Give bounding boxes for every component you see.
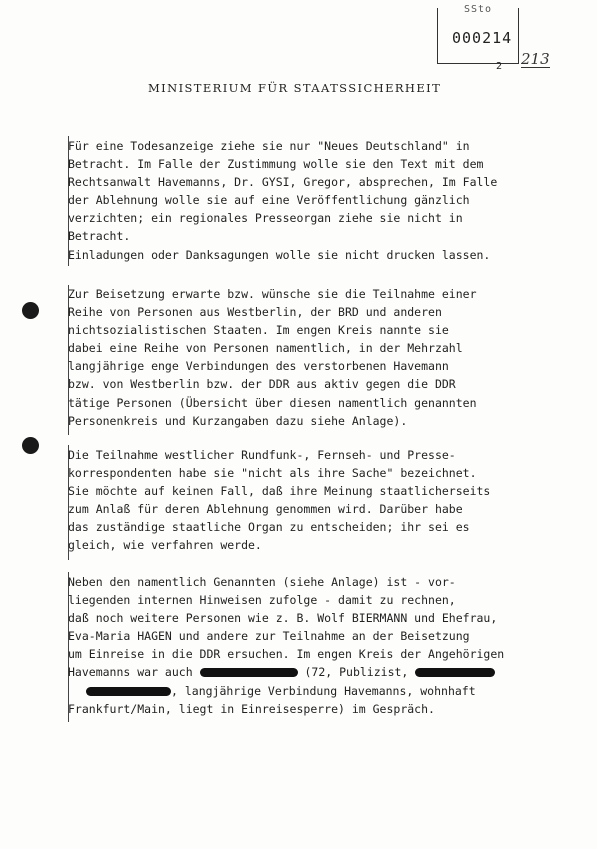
ministry-header: MINISTERIUM FÜR STAATSSICHERHEIT (148, 81, 442, 95)
text-line: Für eine Todesanzeige ziehe sie nur "Neues Deutschland" in (68, 139, 470, 153)
text-line: Zur Beisetzung erwarte bzw. wünsche sie die Teilnahme einer (68, 287, 477, 301)
text-line: Sie möchte auf keinen Fall, daß ihre Meinung staatlicherseits (68, 484, 491, 499)
text-segment: Havemanns war auch (68, 665, 200, 680)
text-line (68, 663, 504, 681)
text-line: tätige Personen (Übersicht über diesen namentlich genannten (68, 395, 477, 410)
paragraph-press-correspondents (68, 446, 490, 555)
text-segment: , langjährige Verbindung Havemanns, wohnhaft (171, 683, 476, 698)
text-line: korrespondenten habe sie "nicht als ihre Sache" bezeichnet. (68, 466, 477, 481)
paragraph-funeral-guests (68, 285, 477, 430)
text-line: bzw. von Westberlin bzw. der DDR aus aktiv gegen die DDR (68, 377, 456, 392)
text-line: um Einreise in die DDR ersuchen. Im engen Kreis der Angehörigen (68, 647, 505, 662)
text-segment: (72, Publizist, (297, 665, 416, 680)
text-line: verzichten; ein regionales Presseorgan ziehe sie nicht in (68, 211, 463, 226)
redaction-bar (200, 668, 298, 677)
text-line: liegenden internen Hinweisen zufolge - damit zu rechnen, (68, 593, 456, 608)
text-line: Betracht. Im Falle der Zustimmung wolle sie den Text mit dem (68, 157, 484, 172)
text-line (68, 682, 504, 700)
text-line: der Ablehnung wolle sie auf eine Veröffentlichung gänzlich (68, 193, 470, 208)
text-line: Reihe von Personen aus Westberlin, der BRD und anderen (68, 305, 442, 320)
handwritten-page-number: 213 (521, 50, 550, 68)
stamp-top-text: SSto (464, 4, 493, 15)
text-line: Frankfurt/Main, liegt in Einreisesperre) im Gespräch. (68, 701, 435, 716)
text-line: Rechtsanwalt Havemanns, Dr. GYSI, Gregor, absprechen, Im Falle (68, 175, 498, 190)
text-line: Die Teilnahme westlicher Rundfunk-, Fernseh- und Presse- (68, 448, 456, 462)
paragraph-death-notice (68, 137, 497, 264)
text-line: Einladungen oder Danksagungen wolle sie nicht drucken lassen. (68, 247, 491, 262)
stamp-number: 000214 (452, 29, 513, 47)
paragraph-further-persons (68, 573, 504, 718)
text-line: Eva-Maria HAGEN und andere zur Teilnahme an der Beisetzung (68, 629, 470, 644)
text-line: dabei eine Reihe von Personen namentlich, in der Mehrzahl (68, 341, 463, 356)
punch-hole-top (22, 302, 39, 319)
text-line: das zuständige staatliche Organ zu entscheiden; ihr sei es (68, 520, 470, 535)
archive-stamp (437, 4, 519, 72)
redaction-bar (415, 668, 495, 677)
text-line: Betracht. (68, 229, 131, 244)
stamp-sub-number: 2 (496, 61, 503, 72)
text-line: langjährige enge Verbindungen des verstorbenen Havemann (68, 359, 449, 374)
text-line: daß noch weitere Personen wie z. B. Wolf BIERMANN und Ehefrau, (68, 611, 498, 626)
text-line: nichtsozialistischen Staaten. Im engen Kreis nannte sie (68, 323, 449, 338)
text-line: Neben den namentlich Genannten (siehe Anlage) ist - vor- (68, 575, 456, 589)
text-line: Personenkreis und Kurzangaben dazu siehe Anlage). (68, 413, 408, 428)
punch-hole-bottom (22, 437, 39, 454)
redaction-bar (86, 687, 171, 696)
text-line: zum Anlaß für deren Ablehnung genommen wird. Darüber habe (68, 502, 463, 517)
text-line: gleich, wie verfahren werde. (68, 538, 262, 553)
